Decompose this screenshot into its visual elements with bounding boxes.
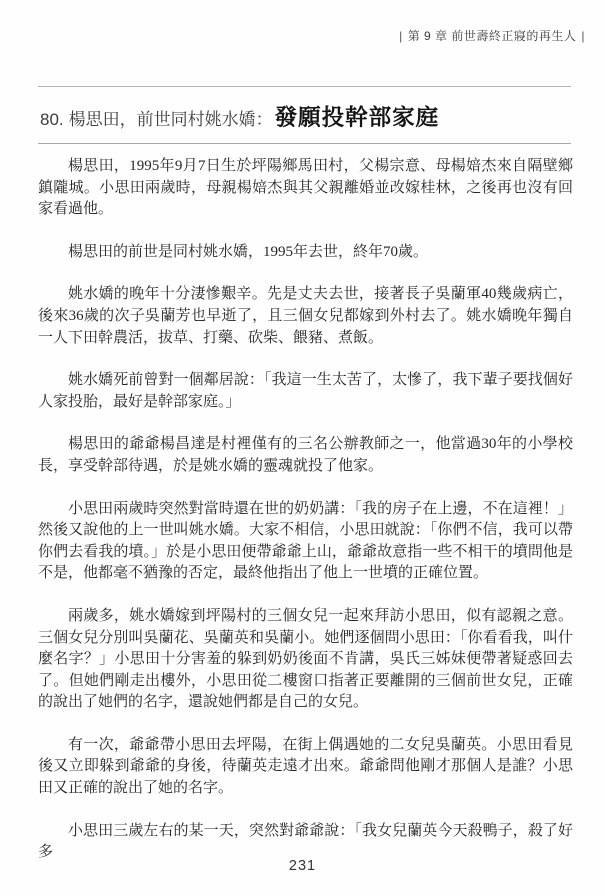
section-title-block	[38, 86, 571, 144]
running-head-right-bar: |	[581, 29, 585, 43]
body-text	[38, 156, 573, 885]
paragraph: 兩歲多，姚水嬌嫁到坪陽村的三個女兒一起來拜訪小思田，似有認親之意。三個女兒分別叫吳蘭花、吳蘭英和吳蘭小。她們逐個問小思田：「你看看我，叫什麼名字？」小思田十分害羞的躲到奶奶後面不肯講，吳氏三姊妹便帶著疑惑回去了。但她們剛走出樓外，小思田從二樓窗口指著正要離開的三個前世女兒，正確的說出了她們的名字，還說她們都是自己的女兒。	[38, 607, 573, 711]
paragraph: 楊思田的爺爺楊昌達是村裡僅有的三名公辦教師之一，他當過30年的小學校長，享受幹部待遇，於是姚水嬌的靈魂就投了他家。	[38, 436, 573, 474]
section-title-prefix: 楊思田，前世同村姚水嬌：	[68, 110, 273, 129]
paragraph: 小思田兩歲時突然對當時還在世的奶奶講：「我的房子在上邊，不在這裡！」然後又說他的上一世叫姚水嬌。大家不相信，小思田就說：「你們不信，我可以帶你們去看我的墳。」於是小思田便帶爺爺上山，爺爺故意指一些不相干的墳問他是不是，他都毫不猶豫的否定，最終他指出了他上一世墳的正確位置。	[38, 500, 573, 582]
page-number: 231	[288, 858, 317, 874]
section-title	[40, 100, 571, 132]
section-number: 80.	[40, 110, 64, 129]
paragraph: 姚水嬌死前曾對一個鄰居說：「我這一生太苦了，太慘了，我下輩子要找個好人家投胎，最好是幹部家庭。」	[38, 372, 573, 410]
running-head-chapter-label: 第 9 章 前世壽終正寢的再生人	[407, 29, 577, 43]
paragraph: 楊思田，1995年9月7日生於坪陽鄉馬田村，父楊宗意、母楊婄杰來自隔壁鄉鎮隴城。小思田兩歲時，母親楊婄杰與其父親離婚並改嫁桂林，之後再也沒有回家看過他。	[38, 158, 573, 218]
paragraph: 楊思田的前世是同村姚水嬌，1995年去世，終年70歲。	[68, 243, 429, 260]
paragraph: 小思田三歲左右的某一天，突然對爺爺說：「我女兒蘭英今天殺鴨子，殺了好多	[38, 822, 573, 861]
paragraph: 姚水嬌的晚年十分淒慘艱辛。先是丈夫去世，接著長子吳蘭軍40幾歲病亡，後來36歲的次子吳蘭芳也早逝了，且三個女兒都嫁到外村去了。姚水嬌晚年獨自一人下田幹農活，拔草、打藥、砍柴、餵豬、煮飯。	[38, 286, 573, 346]
running-head-left-bar: |	[399, 29, 403, 43]
section-title-emphasis: 發願投幹部家庭	[274, 105, 440, 130]
running-head	[394, 27, 590, 44]
paragraph: 有一次，爺爺帶小思田去坪陽，在街上偶遇她的二女兒吳蘭英。小思田看見後又立即躲到爺爺的身後，待蘭英走遠才出來。爺爺問他剛才那個人是誰？小思田又正確的說出了她的名字。	[38, 736, 573, 797]
